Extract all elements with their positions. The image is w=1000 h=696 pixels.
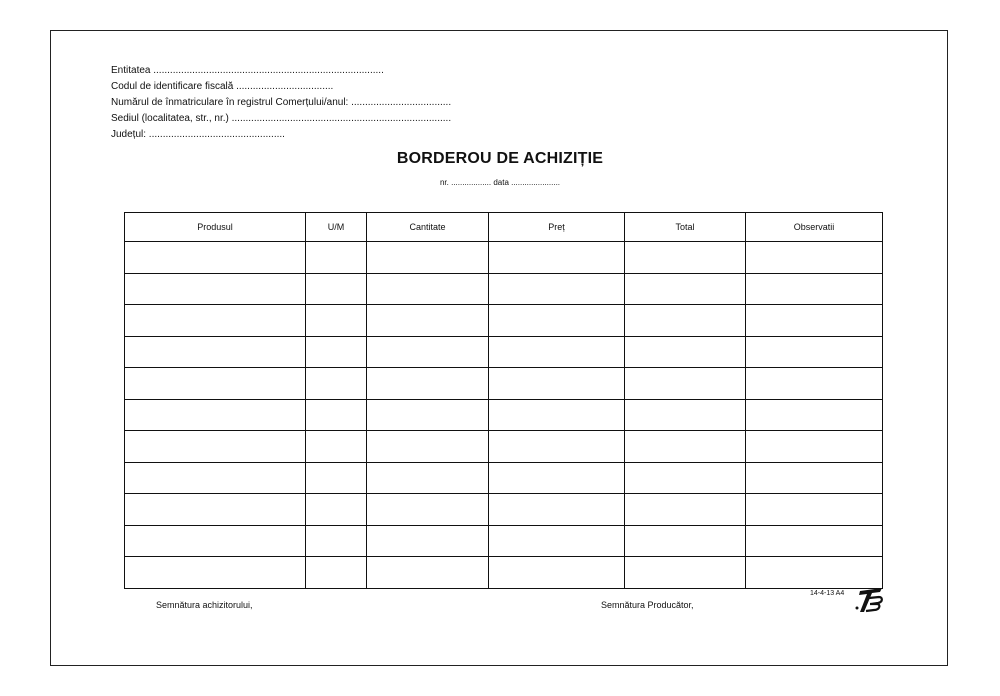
- table-body: [125, 242, 883, 589]
- table-cell: [367, 336, 489, 368]
- table-cell: [306, 368, 367, 400]
- table-cell: [746, 525, 883, 557]
- header-entity-line: Entitatea ...................................................................................: [111, 65, 384, 76]
- table-cell: [625, 525, 746, 557]
- table-cell: [746, 242, 883, 274]
- column-header-unit: U/M: [306, 213, 367, 242]
- table-cell: [367, 273, 489, 305]
- table-row: [125, 431, 883, 463]
- column-header-observations: Observatii: [746, 213, 883, 242]
- form-code: 14-4-13 A4: [810, 590, 845, 597]
- table-cell: [367, 525, 489, 557]
- table-cell: [125, 431, 306, 463]
- table-cell: [367, 431, 489, 463]
- column-header-total: Total: [625, 213, 746, 242]
- table-cell: [125, 525, 306, 557]
- table-cell: [625, 305, 746, 337]
- table-cell: [746, 557, 883, 589]
- producer-signature-label: Semnătura Producător,: [601, 600, 694, 610]
- table-cell: [746, 336, 883, 368]
- acquisition-table: [124, 212, 883, 589]
- table-cell: [489, 525, 625, 557]
- table-cell: [489, 557, 625, 589]
- header-address-line: Sediul (localitatea, str., nr.) ...............................................................................: [111, 113, 452, 124]
- table-cell: [306, 305, 367, 337]
- table-cell: [625, 557, 746, 589]
- column-header-quantity: Cantitate: [367, 213, 489, 242]
- table-cell: [489, 305, 625, 337]
- table-row: [125, 336, 883, 368]
- table-cell: [367, 462, 489, 494]
- document-title: BORDEROU DE ACHIZIȚIE: [396, 150, 604, 167]
- buyer-signature-label: Semnătura achizitorului,: [156, 600, 253, 610]
- table-cell: [306, 336, 367, 368]
- table-cell: [625, 494, 746, 526]
- table-cell: [625, 336, 746, 368]
- table-cell: [367, 494, 489, 526]
- table-cell: [367, 242, 489, 274]
- table-cell: [367, 557, 489, 589]
- table-row: [125, 305, 883, 337]
- table-cell: [489, 273, 625, 305]
- table-row: [125, 494, 883, 526]
- table-cell: [625, 462, 746, 494]
- table-cell: [489, 368, 625, 400]
- table-cell: [125, 242, 306, 274]
- publisher-logo-icon: [852, 586, 886, 614]
- table-cell: [489, 494, 625, 526]
- table-cell: [306, 557, 367, 589]
- header-fiscal-code-line: Codul de identificare fiscală ...................................: [111, 81, 334, 92]
- table-cell: [489, 462, 625, 494]
- table-cell: [125, 557, 306, 589]
- table-cell: [746, 305, 883, 337]
- table-cell: [625, 399, 746, 431]
- table-cell: [746, 431, 883, 463]
- table-row: [125, 399, 883, 431]
- table-cell: [306, 273, 367, 305]
- number-date-line: nr. .................. data ......................: [439, 178, 561, 187]
- table-row: [125, 462, 883, 494]
- table-cell: [367, 399, 489, 431]
- table-cell: [125, 368, 306, 400]
- table-cell: [625, 368, 746, 400]
- table-cell: [746, 399, 883, 431]
- table-cell: [306, 399, 367, 431]
- table-cell: [625, 242, 746, 274]
- table-cell: [125, 494, 306, 526]
- table-cell: [625, 431, 746, 463]
- table-row: [125, 557, 883, 589]
- table-row: [125, 368, 883, 400]
- table-cell: [746, 494, 883, 526]
- table-cell: [306, 525, 367, 557]
- table-cell: [306, 431, 367, 463]
- table-cell: [306, 462, 367, 494]
- table-row: [125, 525, 883, 557]
- table-cell: [746, 368, 883, 400]
- table-cell: [625, 273, 746, 305]
- table-cell: [489, 431, 625, 463]
- header-registration-line: Numărul de înmatriculare în registrul Comerțului/anul: ....................................: [111, 97, 452, 108]
- table-cell: [489, 336, 625, 368]
- table-cell: [125, 305, 306, 337]
- table-cell: [306, 494, 367, 526]
- table-row: [125, 273, 883, 305]
- table-cell: [125, 462, 306, 494]
- header-county-line: Județul: .................................................: [111, 129, 285, 140]
- table-cell: [489, 242, 625, 274]
- table-cell: [746, 273, 883, 305]
- table-cell: [125, 336, 306, 368]
- table-cell: [367, 368, 489, 400]
- column-header-product: Produsul: [125, 213, 306, 242]
- table-cell: [746, 462, 883, 494]
- table-cell: [489, 399, 625, 431]
- table-row: [125, 242, 883, 274]
- table-cell: [367, 305, 489, 337]
- table-header-row: [125, 213, 883, 242]
- table-cell: [306, 242, 367, 274]
- table-cell: [125, 273, 306, 305]
- table-cell: [125, 399, 306, 431]
- column-header-price: Preț: [489, 213, 625, 242]
